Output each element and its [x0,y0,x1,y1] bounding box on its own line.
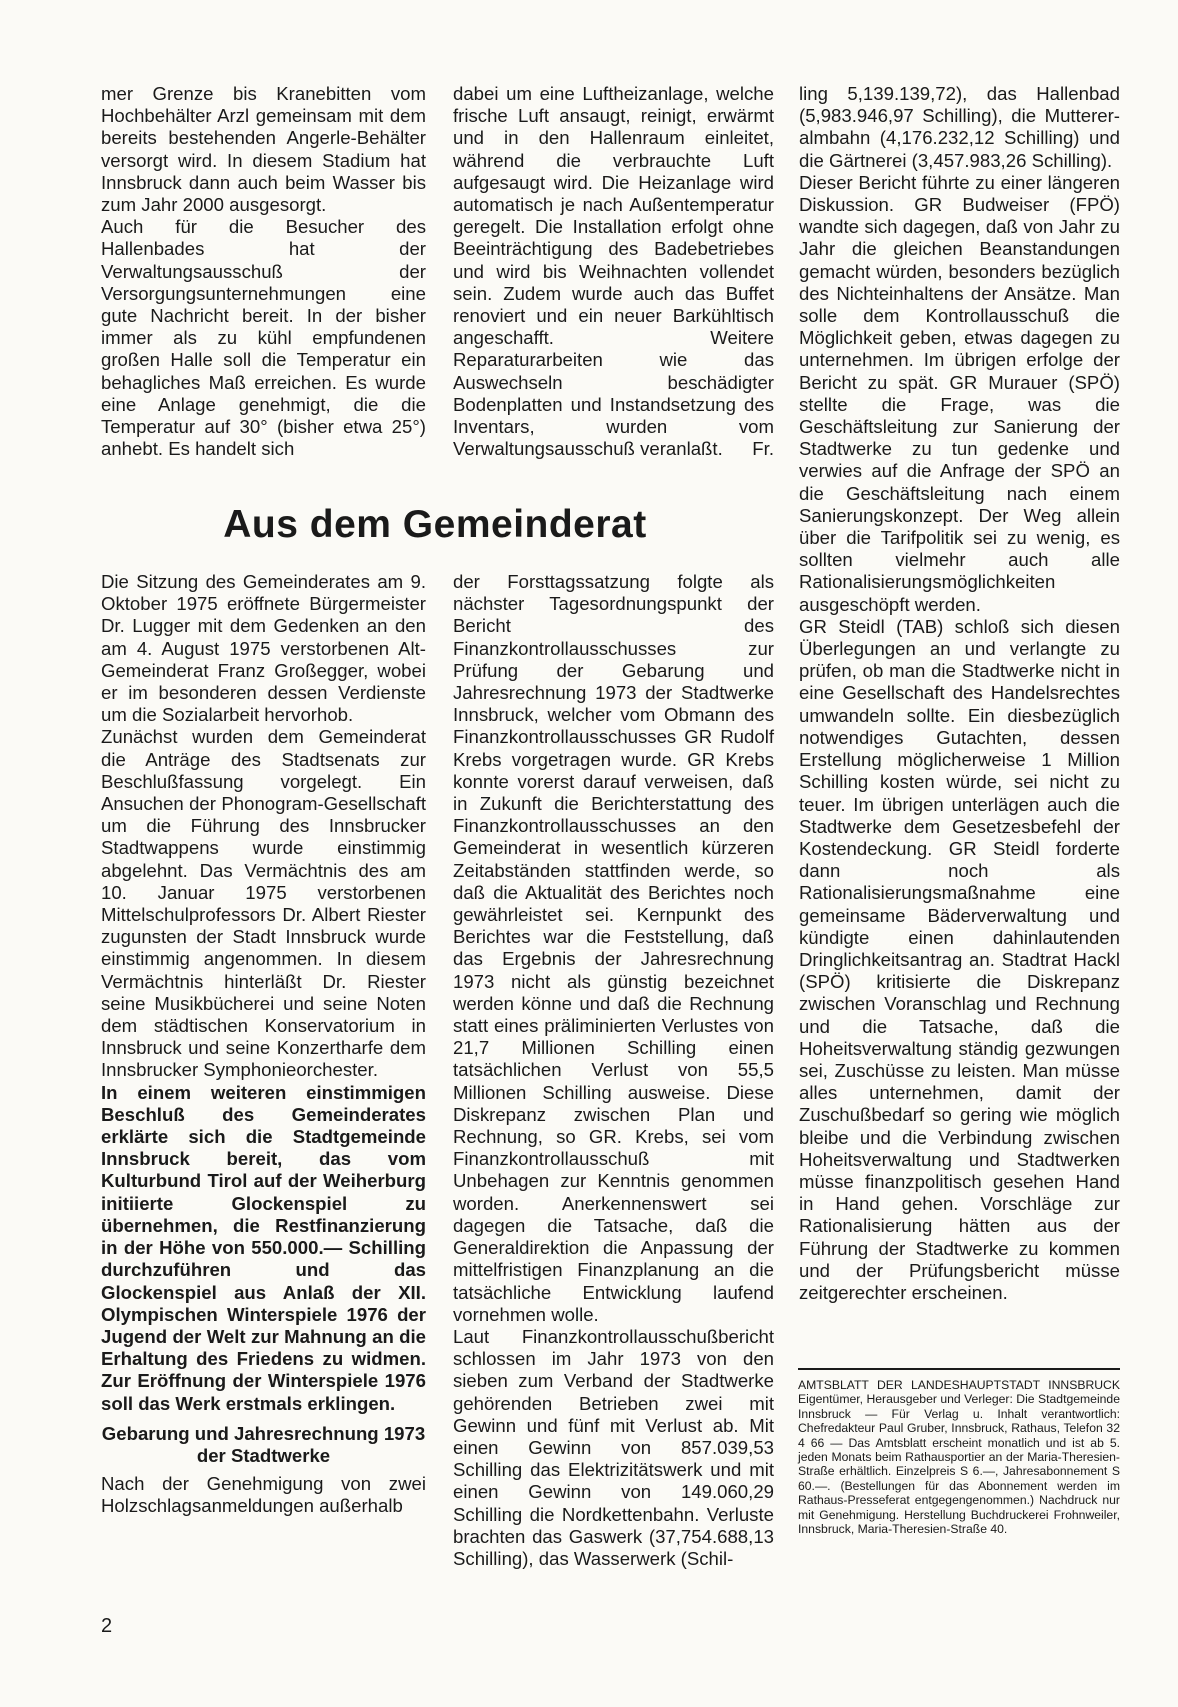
paragraph: Laut Finanzkontrollausschußbericht schlossen im Jahr 1973 von den sieben zum Verband der Stadtwerke gehörenden Betrieben zwei mit Gewinn und fünf mit Verlust ab. Mit einen Gewinn von 857.039,53 Schilling das Elektrizitätswerk und mit einen Gewinn von 149.060,29 Schilling die Nordkettenbahn. Verluste brachten das Gaswerk (37,754.688,13 Schilling), das Wasserwerk (Schil- [453,1325,774,1569]
bold-paragraph: In einem weiteren einstimmigen Beschluß des Gemeinderates erklärte sich die Stadtgemeinde Innsbruck bereit, das vom Kulturbund Tirol auf der Weiherburg initiierte Glockenspiel zu übernehmen, die Restfinanzierung in der Höhe von 550.000.— Schilling durchzuführen und das Glockenspiel aus Anlaß der XII. Olympischen Winterspiele 1976 der Jugend der Welt zur Mahnung an die Erhaltung des Friedens zu widmen. Zur Eröffnung der Winterspiele 1976 soll das Werk erstmals erklingen. [101,1081,426,1414]
paragraph: der Forsttagssatzung folgte als nächster Tagesordnungspunkt der Bericht des Finanzkontrollausschusses zur Prüfung der Gebarung und Jahresrechnung 1973 der Stadtwerke Innsbruck, welcher vom Obmann des Finanzkontrollausschusses GR Rudolf Krebs vorgetragen wurde. GR Krebs konnte vorerst darauf verweisen, daß in Zukunft die Berichterstattung des Finanzkontrollausschusses an den Gemeinderat in wesentlich kürzeren Zeitabständen stattfinden werde, so daß die Aktualität des Berichtes noch gewährleistet sei. Kernpunkt des Berichtes war die Feststellung, daß das Ergebnis der Jahresrechnung 1973 nicht als günstig bezeichnet werden könne und daß die Rechnung statt eines präliminierten Verlustes von 21,7 Millionen Schilling einen tatsächlichen Verlust von 55,5 Millionen Schilling ausweise. Diese Diskrepanz zwischen Plan und Rechnung, so GR. Krebs, sei vom Finanzkontrollausschuß mit Unbehagen zur Kenntnis genommen worden. Anerkennenswert sei dagegen die Tatsache, daß die Generaldirektion die Anpassung der mittelfristigen Finanzplanung an die tatsächliche Entwicklung laufend vornehmen wolle. [453,571,774,1325]
imprint-text: AMTSBLATT DER LANDESHAUPTSTADT INNSBRUCK Eigentümer, Herausgeber und Verleger: Die Stadtgemeinde Innsbruck — Für Verlag u. Inhalt verantwortlich: Chefredakteur Paul Gruber, Innsbruck, Rathaus, Telefon 32 4 66 — Das Amtsblatt erscheint monatlich und ist ab 5. jeden Monats beim Rathausportier an der Maria-Theresien-Straße erhältlich. Einzelpreis S 6.—, Jahresabonnement S 60.—. (Bestellungen für das Abonnement werden im Rathaus-Presseferat entgegengenommen.) Nachdruck nur mit Genehmigung. Herstellung Buchdruckerei Frohnweiler, Innsbruck, Maria-Theresien-Straße 40. [798,1378,1120,1537]
paragraph: Nach der Genehmigung von zwei Holzschlagsanmeldungen außerhalb [101,1473,426,1517]
subheading: Gebarung und Jahresrechnung 1973 der Stadtwerke [101,1422,426,1466]
paragraph [453,83,774,460]
paragraph: Dieser Bericht führte zu einer längeren Diskussion. GR Budweiser (FPÖ) wandte sich dagegen, daß von Jahr zu Jahr die gleichen Beanstandungen gemacht würden, besonders bezüglich des Nichteinhaltens der Ansätze. Man solle dem Kontrollausschuß die Möglichkeit geben, etwas dagegen zu unternehmen. Im übrigen erfolge der Bericht zu spät. GR Murauer (SPÖ) stellte die Frage, was die Geschäftsleitung zur Sanierung der Stadtwerke zu tun gedenke und verwies auf die Anfrage der SPÖ an die Geschäftsleitung nach einem Sanierungskonzept. Der Weg allein über die Tarifpolitik sei zu wenig, es sollten vielmehr auch alle Rationalisierungsmöglichkeiten ausgeschöpft werden. [799,171,1120,615]
column-2-top [453,83,774,460]
column-3 [799,83,1120,1304]
author-signature: Fr. [752,438,774,460]
column-1-top [101,83,426,460]
article-headline: Aus dem Gemeinderat [223,503,647,546]
page-number: 2 [101,1615,113,1637]
paragraph: Die Sitzung des Gemeinderates am 9. Oktober 1975 eröffnete Bürgermeister Dr. Lugger mit dem Gedenken an den am 4. August 1975 verstorbenen Alt-Gemeinderat Franz Großegger, wobei er im besonderen dessen Verdienste um die Sozialarbeit hervorhob. [101,571,426,726]
imprint-box [798,1368,1120,1536]
paragraph-text: dabei um eine Luftheizanlage, welche frische Luft ansaugt, reinigt, erwärmt und in den Hallenraum einleitet, während die verbrauchte Luft aufgesaugt wird. Die Heizanlage wird automatisch je nach Außentemperatur geregelt. Die Installation erfolgt ohne Beeinträchtigung des Badebetriebes und wird bis Weihnachten vollendet sein. Zudem wurde auch das Buffet renoviert und ein neuer Barkühltisch angeschafft. Weitere Reparaturarbeiten wie das Auswechseln beschädigter Bodenplatten und Instandsetzung des Inventars, wurden vom Verwaltungsausschuß veranlaßt. [453,83,774,460]
column-1-bottom [101,571,426,1518]
column-2-bottom [453,571,774,1570]
paragraph: Zunächst wurden dem Gemeinderat die Anträge des Stadtsenats zur Beschlußfassung vorgelegt. Ein Ansuchen der Phonogram-Gesellschaft um die Führung des Innsbrucker Stadtwappens wurde einstimmig abgelehnt. Das Vermächtnis des am 10. Januar 1975 verstorbenen Mittelschulprofessors Dr. Albert Riester zugunsten der Stadt Innsbruck wurde einstimmig angenommen. In diesem Vermächtnis hinterläßt Dr. Riester seine Musikbücherei und seine Noten dem städtischen Konservatorium in Innsbruck und seine Konzertharfe dem Innsbrucker Symphonieorchester. [101,726,426,1081]
paragraph: Auch für die Besucher des Hallenbades hat der Verwaltungsausschuß der Versorgungsunternehmungen eine gute Nachricht bereit. In der bisher immer als zu kühl empfundenen großen Halle soll die Temperatur ein behagliches Maß erreichen. Es wurde eine Anlage genehmigt, die die Temperatur auf 30° (bisher etwa 25°) anhebt. Es handelt sich [101,216,426,460]
paragraph: mer Grenze bis Kranebitten vom Hochbehälter Arzl gemeinsam mit dem bereits bestehenden Angerle-Behälter versorgt wird. In diesem Stadium hat Innsbruck dann auch beim Wasser bis zum Jahr 2000 ausgesorgt. [101,83,426,216]
paragraph: ling 5,139.139,72), das Hallenbad (5,983.946,97 Schilling), die Mutterer-almbahn (4,176.232,12 Schilling) und die Gärtnerei (3,457.983,26 Schilling). [799,83,1120,171]
paragraph: GR Steidl (TAB) schloß sich diesen Überlegungen an und verlangte zu prüfen, ob man die Stadtwerke nicht in eine Gesellschaft des Handelsrechtes umwandeln sollte. Ein diesbezüglich notwendiges Gutachten, dessen Erstellung möglicherweise 1 Million Schilling kosten würde, sei nicht zu teuer. Im übrigen unterlägen auch die Stadtwerke dem Gesetzesbefehl der Kostendeckung. GR Steidl forderte dann noch als Rationalisierungsmaßnahme eine gemeinsame Bäderverwaltung und kündigte einen dahinlautenden Dringlichkeitsantrag an. Stadtrat Hackl (SPÖ) kritisierte die Diskrepanz zwischen Voranschlag und Rechnung und die Tatsache, daß die Hoheitsverwaltung ständig gezwungen sei, Zuschüsse zu leisten. Man müsse alles unternehmen, damit der Zuschußbedarf so gering wie möglich bleibe und die Verbindung zwischen Hoheitsverwaltung und Stadtwerken müsse finanzpolitisch gesehen Hand in Hand gehen. Vorschläge zur Rationalisierung hätten aus der Führung der Stadtwerke zu kommen und der Prüfungsbericht müsse zeitgerechter erscheinen. [799,615,1120,1303]
